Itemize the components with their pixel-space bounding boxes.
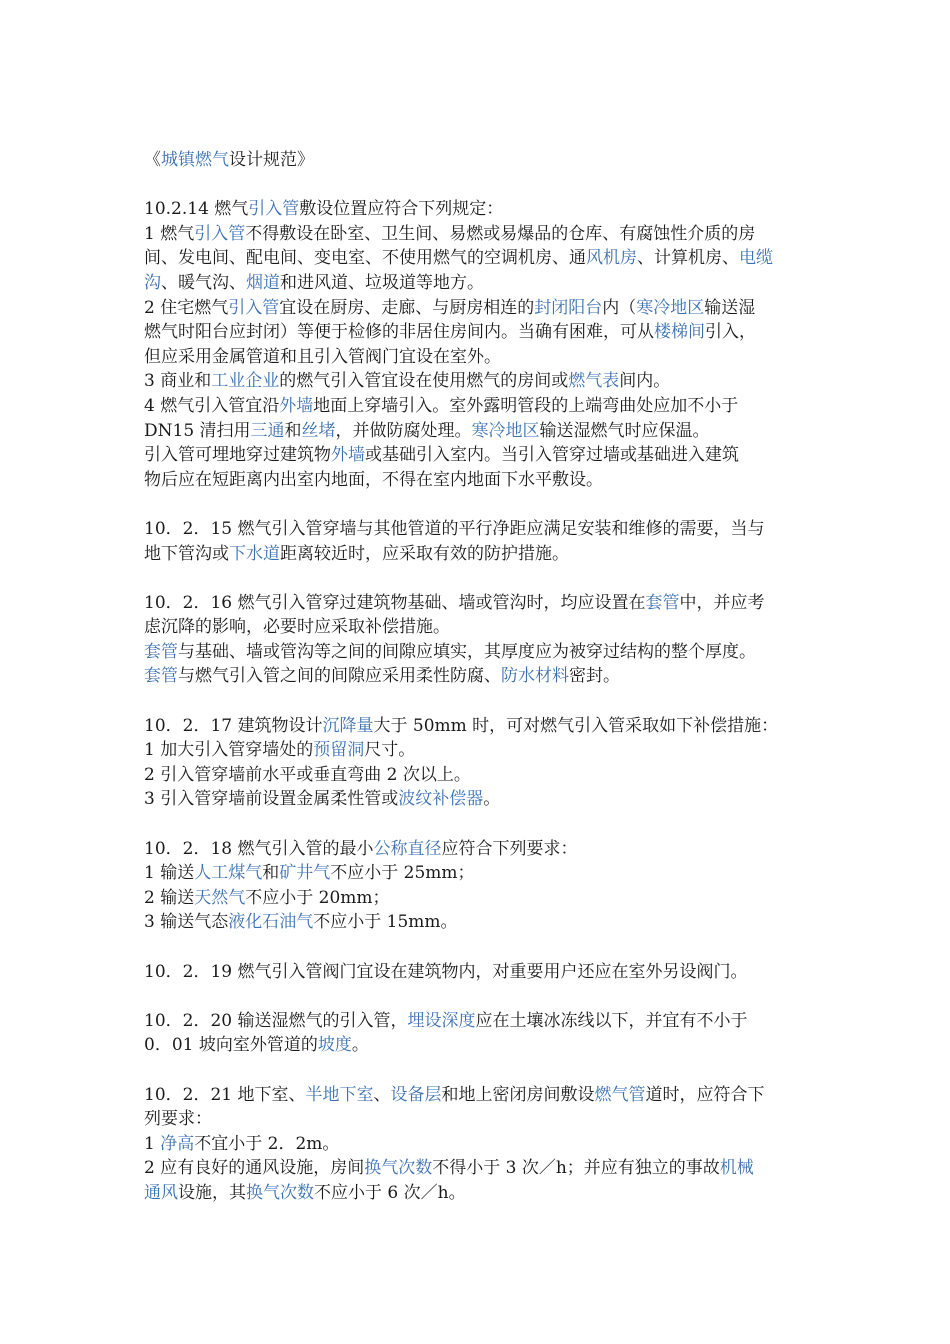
term-link[interactable]: 城镇燃气: [161, 150, 229, 170]
text-line: [144, 738, 824, 763]
text-line: [144, 542, 824, 567]
term-link[interactable]: 下水道: [229, 543, 280, 564]
text-segment: 。: [351, 1035, 369, 1056]
text-segment: 《: [144, 150, 161, 170]
text-segment: 应符合下列要求：: [441, 838, 578, 859]
term-link[interactable]: 换气次数: [246, 1182, 314, 1203]
text-segment: 或基础引入室内。当引入管穿过墙或基础进入建筑: [365, 445, 739, 466]
text-segment: 输送湿: [704, 297, 756, 318]
text-line: [144, 1107, 824, 1132]
term-link[interactable]: 天然气: [194, 887, 246, 908]
text-line: [144, 591, 824, 616]
text-line: [144, 345, 824, 370]
text-line: [144, 787, 824, 812]
text-segment: 中，并应考: [679, 592, 765, 613]
text-line: [144, 468, 824, 493]
text-segment: 的燃气引入管宜设在使用燃气的房间或: [279, 371, 569, 392]
document-body: [144, 148, 824, 1206]
term-link[interactable]: 风机房: [586, 248, 637, 269]
text-segment: 1 输送: [144, 863, 195, 884]
text-segment: 应在土壤冰冻线以下，并宜有不小于: [475, 1010, 748, 1031]
text-segment: 物后应在短距离内出室内地面，不得在室内地面下水平敷设。: [144, 469, 603, 490]
blank-line: [144, 689, 824, 714]
term-link[interactable]: 预留洞: [313, 740, 365, 761]
text-segment: 10．2．15 燃气引入管穿墙与其他管道的平行净距应满足安装和维修的需要，当与: [144, 518, 765, 539]
term-link[interactable]: 公称直径: [373, 838, 442, 859]
term-link[interactable]: 套管: [144, 641, 178, 662]
text-segment: 地下管沟或: [144, 543, 229, 564]
text-segment: 道时，应符合下: [645, 1084, 765, 1105]
blank-line: [144, 173, 824, 198]
text-line: [144, 222, 824, 247]
term-link[interactable]: 丝堵: [301, 420, 336, 441]
text-segment: 、暖气沟、: [161, 272, 246, 293]
term-link[interactable]: 电缆: [739, 248, 773, 269]
text-line: [144, 1156, 824, 1181]
text-segment: 和: [262, 863, 280, 884]
text-segment: 。: [483, 789, 501, 810]
term-link[interactable]: 套管: [645, 592, 680, 613]
text-line: [144, 664, 824, 689]
text-segment: 距离较近时，应采取有效的防护措施。: [280, 543, 569, 564]
text-segment: 3 商业和: [144, 371, 212, 392]
text-segment: 密封。: [569, 666, 620, 687]
blank-line: [144, 935, 824, 960]
text-segment: 引入，: [705, 322, 756, 343]
text-segment: 不应小于 20mm；: [245, 887, 390, 908]
text-line: [144, 1083, 824, 1108]
text-segment: ，并做防腐处理。: [335, 420, 472, 441]
term-link[interactable]: 工业企业: [211, 371, 280, 392]
text-line: [144, 1132, 824, 1157]
term-link[interactable]: 波纹补偿器: [398, 789, 484, 810]
text-segment: 大于 50mm 时，可对燃气引入管采取如下补偿措施：: [373, 715, 779, 736]
text-segment: 地面上穿墙引入。室外露明管段的上端弯曲处应加不小于: [313, 395, 739, 416]
text-segment: 设计规范》: [229, 150, 314, 170]
term-link[interactable]: 坡度: [317, 1035, 352, 1056]
term-link[interactable]: 引入管: [194, 223, 246, 244]
text-segment: 输送湿燃气时应保温。: [539, 420, 710, 441]
text-line: [144, 714, 824, 739]
text-line: [144, 320, 824, 345]
text-line: [144, 197, 824, 222]
text-segment: 10．2．16 燃气引入管穿过建筑物基础、墙或管沟时，均应设置在: [144, 592, 646, 613]
text-segment: 1: [144, 1133, 161, 1154]
term-link[interactable]: 液化石油气: [228, 912, 314, 933]
text-line: [144, 1181, 824, 1206]
blank-line: [144, 984, 824, 1009]
text-segment: 与燃气引入管之间的间隙应采用柔性防腐、: [178, 666, 501, 687]
text-segment: 敷设位置应符合下列规定：: [299, 199, 504, 220]
text-segment: 尺寸。: [364, 740, 416, 761]
text-segment: 与基础、墙或管沟等之间的间隙应填实，其厚度应为被穿过结构的整个厚度。: [178, 641, 756, 662]
term-link[interactable]: 封闭阳台: [534, 297, 603, 318]
blank-line: [144, 566, 824, 591]
term-link[interactable]: 寒冷地区: [636, 297, 705, 318]
term-link[interactable]: 楼梯间: [654, 322, 705, 343]
text-segment: 1 加大引入管穿墙处的: [144, 740, 314, 761]
term-link[interactable]: 引入管: [248, 199, 300, 220]
text-line: [144, 1009, 824, 1034]
term-link[interactable]: 换气次数: [364, 1158, 433, 1179]
term-link[interactable]: 燃气表: [568, 371, 620, 392]
text-segment: 不应小于 15mm。: [313, 912, 458, 933]
text-segment: 10.2.14 燃气: [144, 199, 249, 220]
text-segment: 、计算机房、: [637, 248, 739, 269]
text-segment: 和: [284, 420, 302, 441]
text-segment: 3 输送气态: [144, 912, 229, 933]
text-line: [144, 763, 824, 788]
text-line: [144, 1033, 824, 1058]
text-segment: 宜设在厨房、走廊、与厨房相连的: [279, 297, 535, 318]
text-segment: 和进风道、垃圾道等地方。: [280, 272, 484, 293]
term-link[interactable]: 套管: [144, 666, 178, 687]
text-line: [144, 615, 824, 640]
text-segment: 3 引入管穿墙前设置金属柔性管或: [144, 789, 399, 810]
term-link[interactable]: 三通: [250, 420, 285, 441]
text-segment: 不宜小于 2．2m。: [194, 1133, 340, 1154]
text-segment: 2 住宅燃气: [144, 297, 229, 318]
text-line: [144, 640, 824, 665]
term-link[interactable]: 矿井气: [279, 863, 331, 884]
term-link[interactable]: 引入管: [228, 297, 280, 318]
term-link[interactable]: 人工煤气: [194, 863, 263, 884]
text-segment: 2 输送: [144, 887, 195, 908]
text-line: [144, 246, 824, 271]
text-segment: 4 燃气引入管宜沿: [144, 395, 280, 416]
text-segment: 0．01 坡向室外管道的: [144, 1035, 318, 1056]
text-line: [144, 443, 824, 468]
term-link[interactable]: 沉降量: [322, 715, 374, 736]
text-segment: DN15 清扫用: [144, 420, 251, 441]
text-segment: 不应小于 6 次／h。: [314, 1182, 466, 1203]
term-link[interactable]: 外墙: [331, 445, 365, 466]
term-link[interactable]: 机械: [719, 1158, 754, 1179]
text-line: [144, 910, 824, 935]
term-link[interactable]: 寒冷地区: [471, 420, 540, 441]
text-line: [144, 861, 824, 886]
blank-line: [144, 1058, 824, 1083]
blank-line: [144, 492, 824, 517]
text-segment: 2 应有良好的通风设施，房间: [144, 1158, 365, 1179]
text-line: [144, 296, 824, 321]
text-line: [144, 517, 824, 542]
term-link[interactable]: 埋设深度: [407, 1010, 476, 1031]
term-link[interactable]: 通风: [144, 1182, 178, 1203]
term-link[interactable]: 燃气管: [594, 1084, 646, 1105]
text-segment: 燃气时阳台应封闭）等便于检修的非居住房间内。当确有困难，可从: [144, 322, 654, 343]
text-line: [144, 960, 824, 985]
term-link[interactable]: 半地下室: [305, 1084, 374, 1105]
term-link[interactable]: 设备层: [390, 1084, 442, 1105]
text-segment: 列要求：: [144, 1109, 212, 1130]
text-segment: 10．2．20 输送湿燃气的引入管，: [144, 1010, 408, 1031]
term-link[interactable]: 净高: [160, 1133, 195, 1154]
text-segment: 、: [373, 1084, 391, 1105]
text-segment: 不得小于 3 次／h；并应有独立的事故: [432, 1158, 720, 1179]
document-title: [144, 148, 824, 173]
text-segment: 2 引入管穿墙前水平或垂直弯曲 2 次以上。: [144, 764, 471, 785]
text-segment: 1 燃气: [144, 223, 195, 244]
text-segment: 间、发电间、配电间、变电室、不使用燃气的空调机房、通: [144, 248, 586, 269]
text-segment: 设施，其: [178, 1182, 246, 1203]
text-segment: 10．2．19 燃气引入管阀门宜设在建筑物内，对重要用户还应在室外另设阀门。: [144, 961, 748, 982]
blank-line: [144, 812, 824, 837]
text-segment: 间内。: [619, 371, 671, 392]
text-segment: 不应小于 25mm；: [330, 863, 475, 884]
text-segment: 引入管可埋地穿过建筑物: [144, 445, 331, 466]
term-link[interactable]: 外墙: [279, 395, 314, 416]
text-line: [144, 837, 824, 862]
text-line: [144, 886, 824, 911]
term-link[interactable]: 沟: [144, 272, 161, 293]
text-segment: 10．2．18 燃气引入管的最小: [144, 838, 374, 859]
text-line: [144, 419, 824, 444]
text-segment: 但应采用金属管道和且引入管阀门宜设在室外。: [144, 346, 501, 367]
text-segment: 和地上密闭房间敷设: [441, 1084, 595, 1105]
term-link[interactable]: 烟道: [246, 272, 280, 293]
text-segment: 10．2．17 建筑物设计: [144, 715, 323, 736]
text-segment: 内（: [602, 297, 637, 318]
text-segment: 10．2．21 地下室、: [144, 1084, 306, 1105]
text-line: [144, 271, 824, 296]
text-segment: 虑沉降的影响，必要时应采取补偿措施。: [144, 617, 450, 638]
text-line: [144, 394, 824, 419]
text-line: [144, 369, 824, 394]
term-link[interactable]: 防水材料: [501, 666, 569, 687]
text-segment: 不得敷设在卧室、卫生间、易燃或易爆品的仓库、有腐蚀性介质的房: [245, 223, 756, 244]
